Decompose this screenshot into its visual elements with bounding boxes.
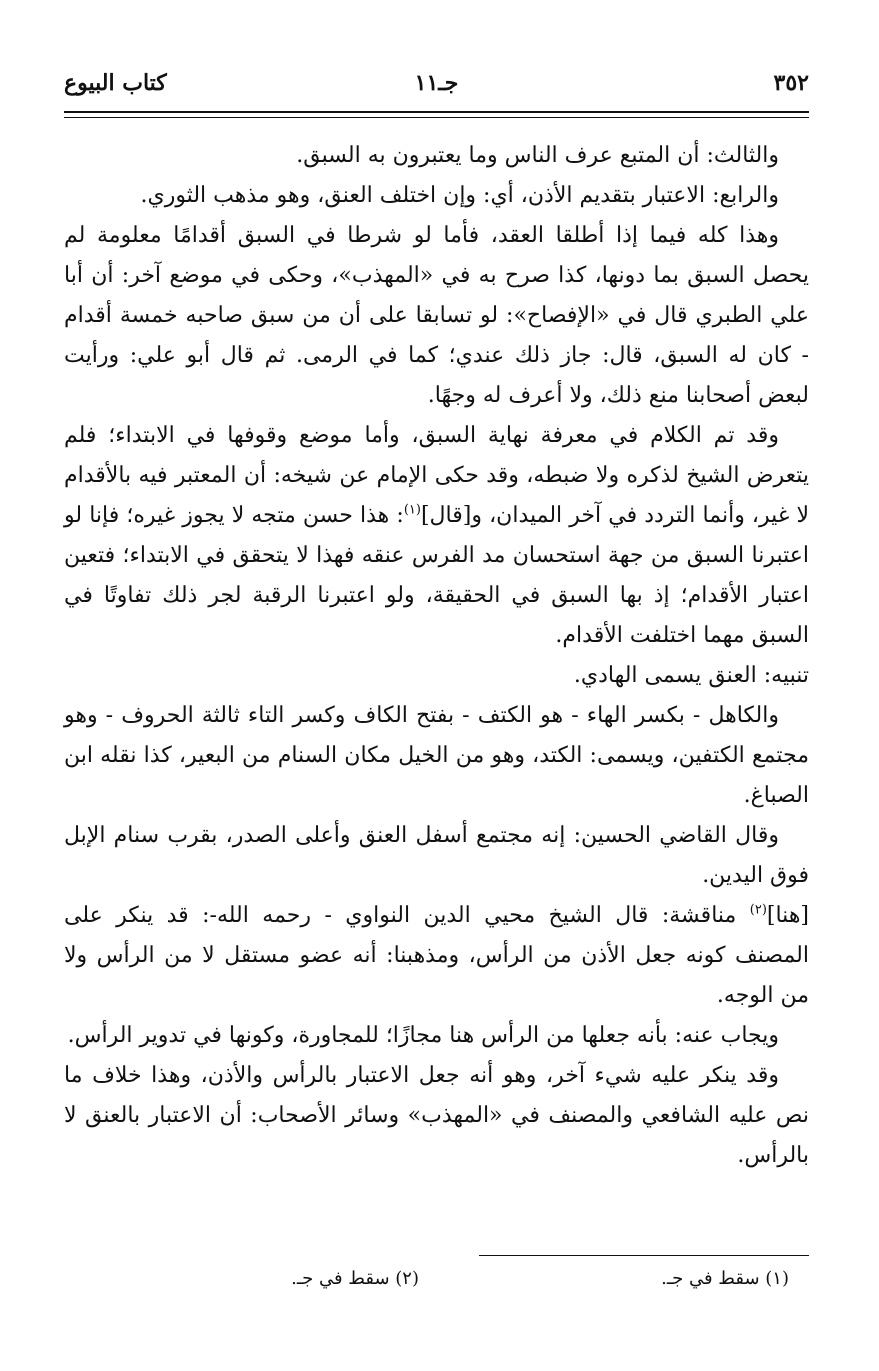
volume-label: جـ١١ <box>414 70 459 96</box>
footnote-ref-2: (٢) <box>749 902 767 918</box>
header-rule-thin <box>64 117 809 118</box>
paragraph: وقال القاضي الحسين: إنه مجتمع أسفل العنق وأعلى الصدر، بقرب سنام الإبل فوق اليدين. <box>64 823 809 888</box>
paragraph-text: : هذا حسن متجه لا يجوز غيره؛ فإنا لو اعتبرنا السبق من جهة استحسان مد الفرس عنقه فهذا لا يتحقق في الابتداء؛ فتعين اعتبار الأقدام؛ إذ بها السبق في الحقيقة، ولو اعتبرنا الرقبة لجر ذلك تفاوتًا في السبق مهما اختلفت الأقدام. <box>64 503 809 648</box>
paragraph: وهذا كله فيما إذا أطلقا العقد، فأما لو شرطا في السبق أقدامًا معلومة لم يحصل السبق بما دونها، كذا صرح به في «المهذب»، وحكى في موضع آخر: أن أبا علي الطبري قال في «الإفصاح»: لو تسابقا على أن من سبق صاحبه خمسة أقدام - كان له السبق، قال: جاز ذلك عندي؛ كما في الرمى. ثم قال أبو علي: ورأيت لبعض أصحابنا منع ذلك، ولا أعرف له وجهًا. <box>64 223 809 408</box>
paragraph <box>64 896 809 1016</box>
paragraph-text: [هنا] <box>766 903 809 928</box>
paragraph-note: تنبيه: العنق يسمى الهادي. <box>573 663 809 688</box>
footnote-1: (١) سقط في جـ. <box>661 1268 789 1289</box>
paragraph: والرابع: الاعتبار بتقديم الأذن، أي: وإن اختلف العنق، وهو مذهب الثوري. <box>140 183 779 208</box>
footnote-ref-1: (١) <box>403 502 421 518</box>
paragraph <box>64 416 809 656</box>
header-rule-thick <box>64 111 809 113</box>
footnote-rule <box>479 1255 809 1256</box>
paragraph-text: وقد تم الكلام في معرفة نهاية السبق، وأما موضع وقوفها في الابتداء؛ فلم يتعرض الشيخ لذكره ولا ضبطه، وقد حكى الإمام عن شيخه: أن المعتبر فيه بالأقدام لا غير، وأنما التردد في آخر الميدان، و[قال] <box>64 423 809 528</box>
running-header <box>64 62 809 102</box>
paragraph: ويجاب عنه: بأنه جعلها من الرأس هنا مجازًا؛ للمجاورة، وكونها في تدوير الرأس. <box>67 1023 779 1048</box>
footnotes <box>64 1268 809 1298</box>
footnote-2: (٢) سقط في جـ. <box>291 1268 419 1289</box>
book-title: كتاب البيوع <box>64 70 167 96</box>
paragraph: وقد ينكر عليه شيء آخر، وهو أنه جعل الاعتبار بالرأس والأذن، وهذا خلاف ما نص عليه الشافعي والمصنف في «المهذب» وسائر الأصحاب: أن الاعتبار بالعنق لا بالرأس. <box>64 1063 809 1168</box>
page-number: ٣٥٢ <box>773 70 809 96</box>
paragraph: والكاهل - بكسر الهاء - هو الكتف - بفتح الكاف وكسر التاء ثالثة الحروف - وهو مجتمع الكتفين، ويسمى: الكتد، وهو من الخيل مكان السنام من البعير، كذا نقله ابن الصباغ. <box>64 703 809 808</box>
paragraph-text: مناقشة: قال الشيخ محيي الدين النواوي - رحمه الله-: قد ينكر على المصنف كونه جعل الأذن من الرأس، ومذهبنا: أنه عضو مستقل لا من الرأس ولا من الوجه. <box>64 903 809 1008</box>
paragraph: والثالث: أن المتبع عرف الناس وما يعتبرون به السبق. <box>296 143 779 168</box>
main-text <box>64 136 809 1176</box>
